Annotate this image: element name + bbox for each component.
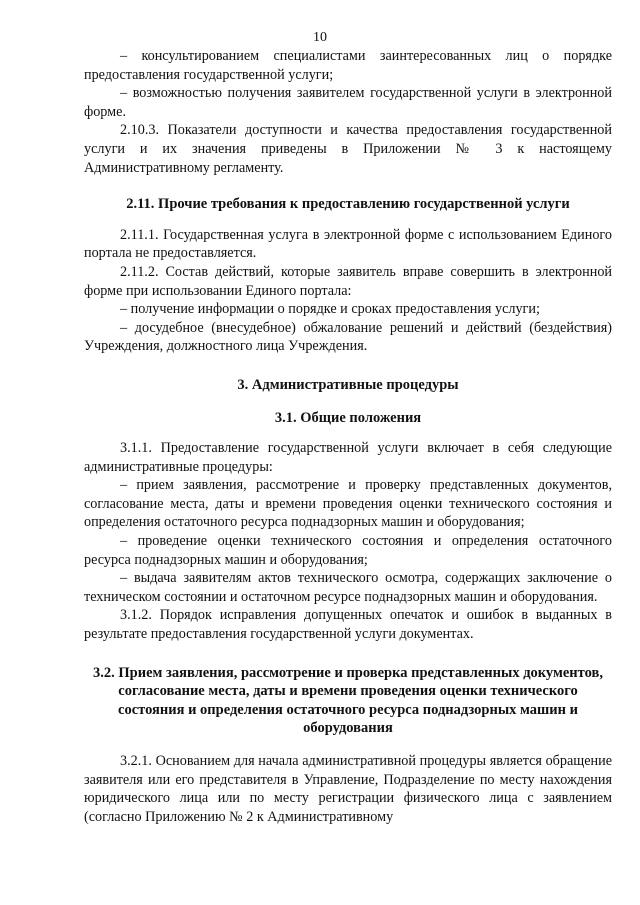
document-body bbox=[84, 47, 612, 826]
list-item-assessment: – проведение оценки технического состояния и определения остаточного ресурса поднадзорных машин и оборудования; bbox=[84, 533, 612, 568]
paragraph-electronic-form: – возможностью получения заявителем государственной услуги в электронной форме. bbox=[84, 85, 612, 120]
paragraph-consulting: – консультированием специалистами заинтересованных лиц о порядке предоставления государственной услуги; bbox=[84, 48, 612, 83]
paragraph-2-11-2: 2.11.2. Состав действий, которые заявитель вправе совершить в электронной форме при использовании Единого портала: bbox=[84, 263, 612, 299]
heading-2-11: 2.11. Прочие требования к предоставлению государственной услуги bbox=[126, 196, 570, 213]
paragraph-3-1-2: 3.1.2. Порядок исправления допущенных опечаток и ошибок в выданных в результате предоставления государственной услуги документах. bbox=[84, 607, 612, 643]
paragraph-2-11-1: 2.11.1. Государственная услуга в электронной форме с использованием Единого портала не предоставляется. bbox=[84, 226, 612, 262]
list-item-info: – получение информации о порядке и сроках предоставления услуги; bbox=[120, 301, 540, 318]
heading-3-2: 3.2. Прием заявления, рассмотрение и проверка представленных документов, согласование места, даты и времени проведения оценки технического состояния и определения остаточного ресурса поднадзорных машин и оборудования bbox=[93, 664, 603, 737]
paragraph-3-1-1: 3.1.1. Предоставление государственной услуги включает в себя следующие административные процедуры: bbox=[84, 440, 612, 475]
page-number: 10 bbox=[313, 30, 327, 45]
list-item-issuance: – выдача заявителям актов технического осмотра, содержащих заключение о техническом состоянии и остаточном ресурсе поднадзорных машин и оборудования. bbox=[84, 570, 612, 605]
paragraph-3-2-1: 3.2.1. Основанием для начала административной процедуры является обращение заявителя или его представителя в Управление, Подразделение по месту нахождения юридического лица или по месту регистрации физического лица с заявлением (согласно Приложению № 2 к Административному bbox=[84, 753, 612, 825]
paragraph-2-10-3: 2.10.3. Показатели доступности и качества предоставления государственной услуги и их значения приведены в Приложении № 3 к настоящему Административному регламенту. bbox=[84, 122, 612, 176]
heading-3: 3. Административные процедуры bbox=[237, 376, 459, 393]
list-item-reception: – прием заявления, рассмотрение и проверку представленных документов, согласование места, даты и времени проведения оценки технического состояния и определения остаточного ресурса поднадзорных машин и оборудования; bbox=[84, 477, 612, 531]
heading-3-1: 3.1. Общие положения bbox=[274, 409, 422, 426]
list-item-appeal: – досудебное (внесудебное) обжалование решений и действий (бездействия) Учреждения, должностного лица Учреждения. bbox=[84, 319, 612, 355]
